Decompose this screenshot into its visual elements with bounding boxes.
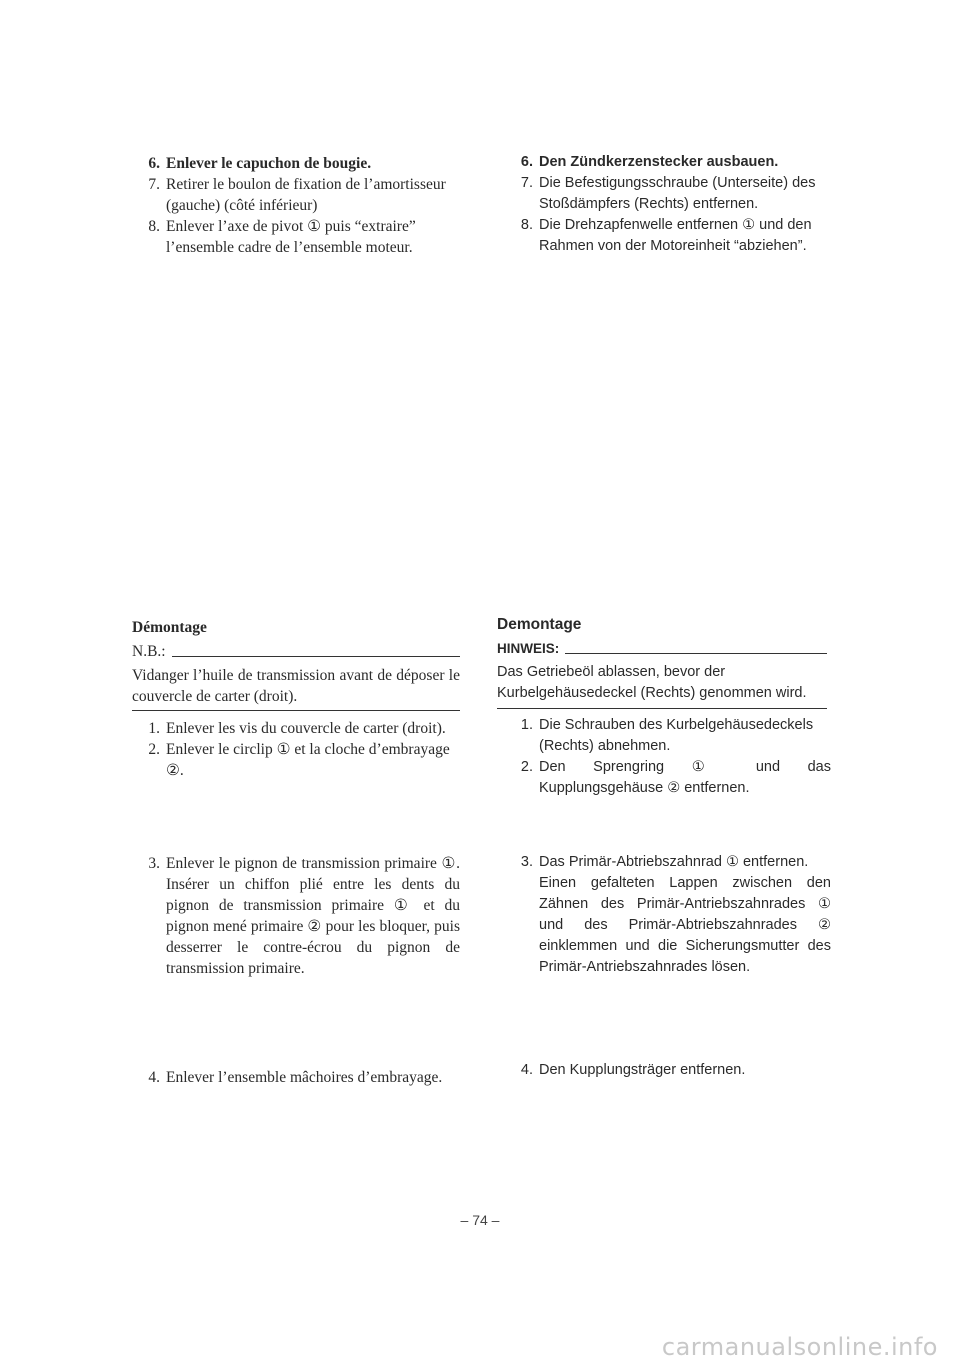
de-step-6: 6. Den Zündkerzenstecker ausbauen. (520, 154, 779, 170)
de-note-header (497, 638, 827, 659)
de-step-1: 1. Die Schrauben des Kurbelgehäusedeckels (Rechts) abnehmen. (520, 717, 814, 754)
fr-section-title: Démontage (132, 619, 207, 636)
fr-step-6: 6. Enlever le capuchon de bougie. (148, 155, 372, 172)
fr-note-divider (132, 710, 460, 711)
watermark: carmanualsonline.info (661, 1333, 938, 1361)
fr-step-3: 3. Enlever le pignon de transmission primaire ①. Insérer un chiffon plié entre les dents du pignon de transmission primaire ① et du pignon mené primaire ② pour les bloquer, puis desserrer le contre-écrou du pignon de transmission primaire. (148, 855, 460, 977)
de-steps-1-2 (505, 715, 831, 799)
fr-note-text: Vidanger l’huile de transmission avant de déposer le couvercle de carter (droit). (132, 667, 460, 705)
de-note-label: HINWEIS: (497, 641, 560, 656)
fr-note-header (132, 641, 460, 662)
de-section-title: Demontage (497, 616, 582, 633)
de-top-steps (505, 152, 831, 257)
fr-step-7: 7. Retirer le boulon de fixation de l’amortisseur (gauche) (côté inférieur) (148, 176, 446, 214)
de-note (497, 638, 827, 704)
fr-steps-1-2 (132, 718, 460, 781)
fr-top-steps (132, 153, 460, 258)
fr-step-1: 1. Enlever les vis du couvercle de carter (droit). (148, 720, 446, 737)
fr-step-2: 2. Enlever le circlip ① et la cloche d’embrayage ②. (148, 741, 450, 779)
page-number: – 74 – (460, 1212, 500, 1228)
de-step-2: 2. Den Sprengring ① und das Kupplungsgehäuse ② entfernen. (520, 759, 831, 796)
de-step-4: 4. Den Kupplungsträger entfernen. (520, 1062, 746, 1078)
de-step-3: 3. Das Primär-Abtriebszahnrad ① entfernen. Einen gefalteten Lappen zwischen den Zähnen des Primär-Antriebszahnrades ① und des Primär-Abtriebszahnrades ② einklemmen und die Sicherungsmutter des Primär-Antriebszahnrades lösen. (520, 854, 831, 975)
fr-step-8: 8. Enlever l’axe de pivot ① puis “extraire” l’ensemble cadre de l’ensemble moteur. (148, 218, 416, 256)
fr-step-4: 4. Enlever l’ensemble mâchoires d’embrayage. (148, 1069, 443, 1086)
de-note-rule (565, 653, 827, 654)
de-step-8: 8. Die Drehzapfenwelle entfernen ① und den Rahmen von der Motoreinheit “abziehen”. (520, 217, 812, 254)
fr-note (132, 641, 460, 707)
de-note-divider (497, 708, 827, 709)
de-note-text: Das Getriebeöl ablassen, bevor der Kurbelgehäusedeckel (Rechts) genommen wird. (497, 664, 807, 701)
de-step-7: 7. Die Befestigungsschraube (Unterseite) des Stoßdämpfers (Rechts) entfernen. (520, 175, 816, 212)
fr-note-rule (172, 656, 460, 657)
fr-note-label: N.B.: (132, 643, 166, 660)
